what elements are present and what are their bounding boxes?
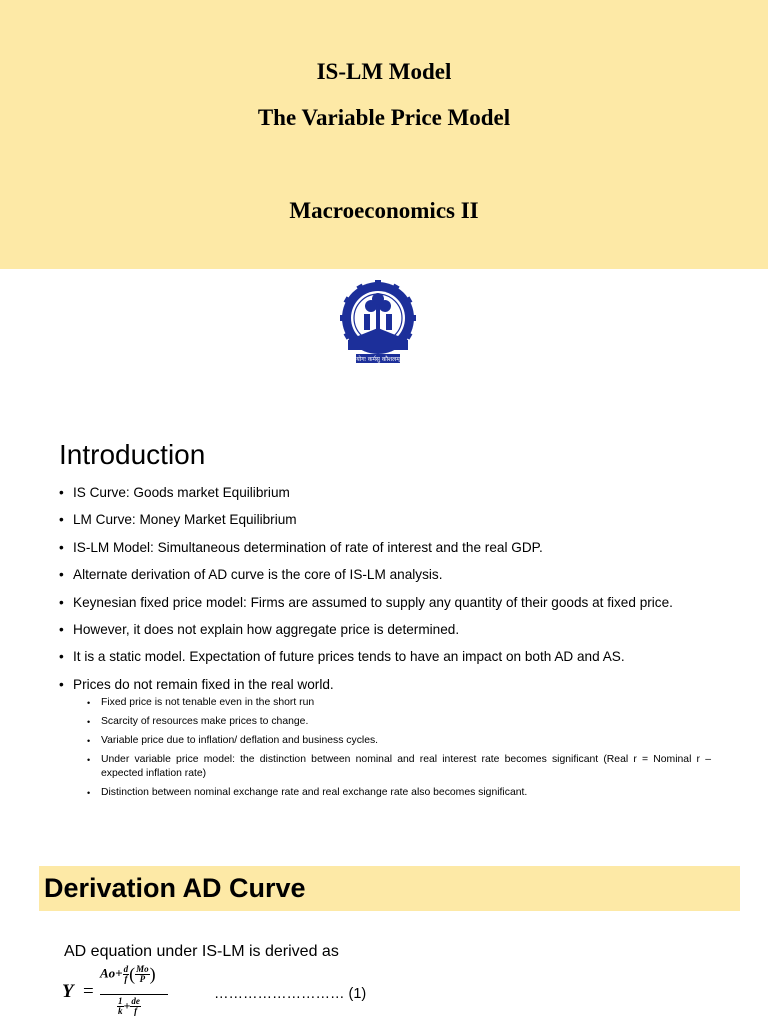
fraction-bar [100, 994, 168, 995]
list-item: • It is a static model. Expectation of future prices tends to have an impact on both AD and AS. [59, 648, 711, 666]
equation-number-label: ……………………… (1) [214, 986, 367, 1002]
svg-text:योगः कर्मसु कौशलम्: योगः कर्मसु कौशलम् [356, 356, 400, 363]
list-item: • However, it does not explain how aggregate price is determined. [59, 621, 711, 639]
list-item: • LM Curve: Money Market Equilibrium [59, 511, 711, 529]
introduction-heading: Introduction [59, 439, 206, 470]
list-item: • IS-LM Model: Simultaneous determination of rate of interest and the real GDP. [59, 539, 711, 557]
list-item: • Alternate derivation of AD curve is the core of IS-LM analysis. [59, 566, 711, 584]
list-item: • IS Curve: Goods market Equilibrium [59, 484, 711, 502]
sub-list-item: • Fixed price is not tenable even in the short run [87, 696, 711, 711]
derivation-heading: Derivation AD Curve [44, 873, 306, 903]
introduction-bullet-list [59, 484, 711, 810]
ad-equation [62, 962, 392, 1024]
title-variable-price-model: The Variable Price Model [257, 105, 511, 130]
sub-bullet-list [87, 696, 711, 801]
equation-equals: = [83, 981, 94, 1002]
equation-denominator: $\frac{1}{k}$ + $\frac{de}{f}$ [118, 996, 140, 1016]
list-item-text: Prices do not remain fixed in the real world. [73, 676, 334, 692]
sub-list-item: • Variable price due to inflation/ deflation and business cycles. [87, 734, 711, 749]
course-name: Macroeconomics II [289, 198, 479, 223]
list-item-prices [59, 676, 711, 801]
title-band [0, 0, 768, 269]
list-item: • Keynesian fixed price model: Firms are assumed to supply any quantity of their goods at fixed price. [59, 594, 711, 612]
ad-equation-intro: AD equation under IS-LM is derived as [64, 943, 339, 960]
sub-list-item: • Distinction between nominal exchange rate and real exchange rate also becomes significant. [87, 786, 711, 801]
title-is-lm-model: IS-LM Model [316, 59, 452, 84]
equation-numerator: Ao+ $\frac{d}{f}$ ( $\frac{Mo}{P}$ ) [100, 964, 156, 984]
sub-list-item: • Under variable price model: the distinction between nominal and real interest rate becomes significant (Real r = Nominal r – expected inflation rate) [87, 753, 711, 782]
sub-list-item: • Scarcity of resources make prices to change. [87, 715, 711, 730]
equation-lhs: Y [62, 981, 74, 1002]
institute-emblem-logo [334, 280, 422, 366]
